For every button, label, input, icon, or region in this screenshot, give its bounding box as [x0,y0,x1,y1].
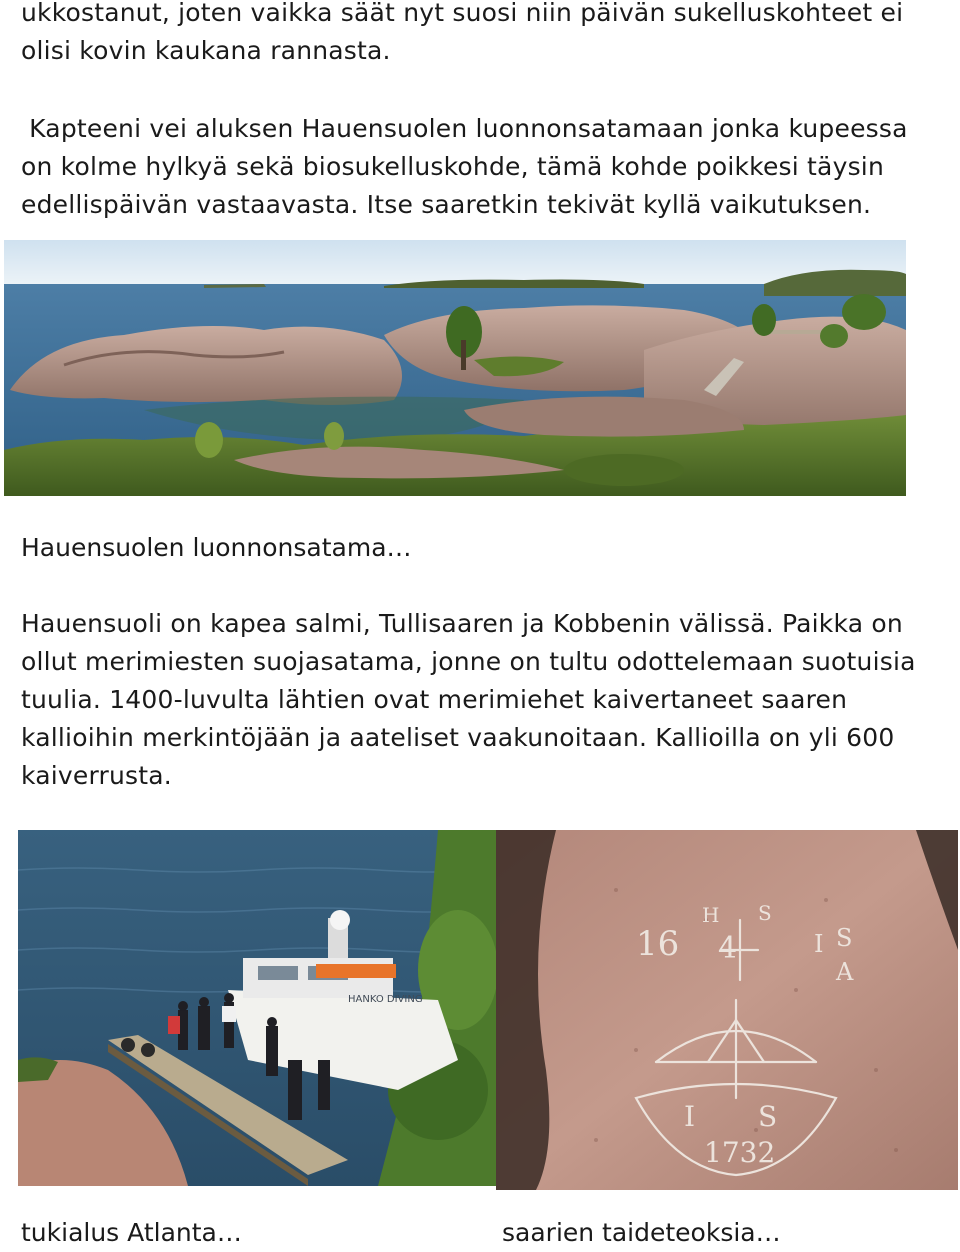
history-line-5: kaiverrusta. [21,761,172,790]
captain-paragraph [21,110,941,224]
history-line-1: Hauensuoli on kapea salmi, Tullisaaren ja Kobbenin välissä. Paikka on [21,609,903,638]
intro-paragraph [21,0,941,70]
history-line-4: kallioihin merkintöjään ja aateliset vaakunoitaan. Kallioilla on yli 600 [21,723,895,752]
intro-line-2: olisi kovin kaukana rannasta. [21,36,391,65]
carving-mark-4: 4 [718,931,738,966]
rock-carving-photo [496,830,958,1190]
dive-boat-photo [18,830,496,1186]
captain-line-2: on kolme hylkyä sekä biosukelluskohde, tämä kohde poikkesi täysin [21,152,884,181]
archipelago-landscape-photo [4,240,906,496]
carving-mark-16: 16 [636,924,680,964]
history-line-2: ollut merimiesten suojasatama, jonne on tultu odottelemaan suotuisia [21,647,916,676]
carving-mark-year: 1732 [704,1136,776,1169]
carving-mark-s3: S [758,1100,778,1133]
boat-hull-label: HANKO DIVING [348,994,423,1005]
intro-line-1: ukkostanut, joten vaikka säät nyt suosi niin päivän sukelluskohteet ei [21,0,904,27]
carving-caption: saarien taideteoksia… [502,1218,781,1247]
carving-mark-s: S [758,901,772,925]
carving-mark-i2: I [684,1100,696,1133]
carving-mark-i: I [814,930,824,958]
harbour-caption: Hauensuolen luonnonsatama… [21,533,412,562]
carving-mark-a: A [836,958,854,986]
boat-caption: tukialus Atlanta… [21,1218,242,1247]
history-line-3: tuulia. 1400-luvulta lähtien ovat merimiehet kaivertaneet saaren [21,685,848,714]
carving-mark-h: H [702,903,720,927]
carving-mark-s2: S [836,924,853,952]
captain-line-3: edellispäivän vastaavasta. Itse saaretkin tekivät kyllä vaikutuksen. [21,190,872,219]
history-paragraph [21,605,941,795]
captain-line-1: Kapteeni vei aluksen Hauensuolen luonnonsatamaan jonka kupeessa [21,114,908,143]
